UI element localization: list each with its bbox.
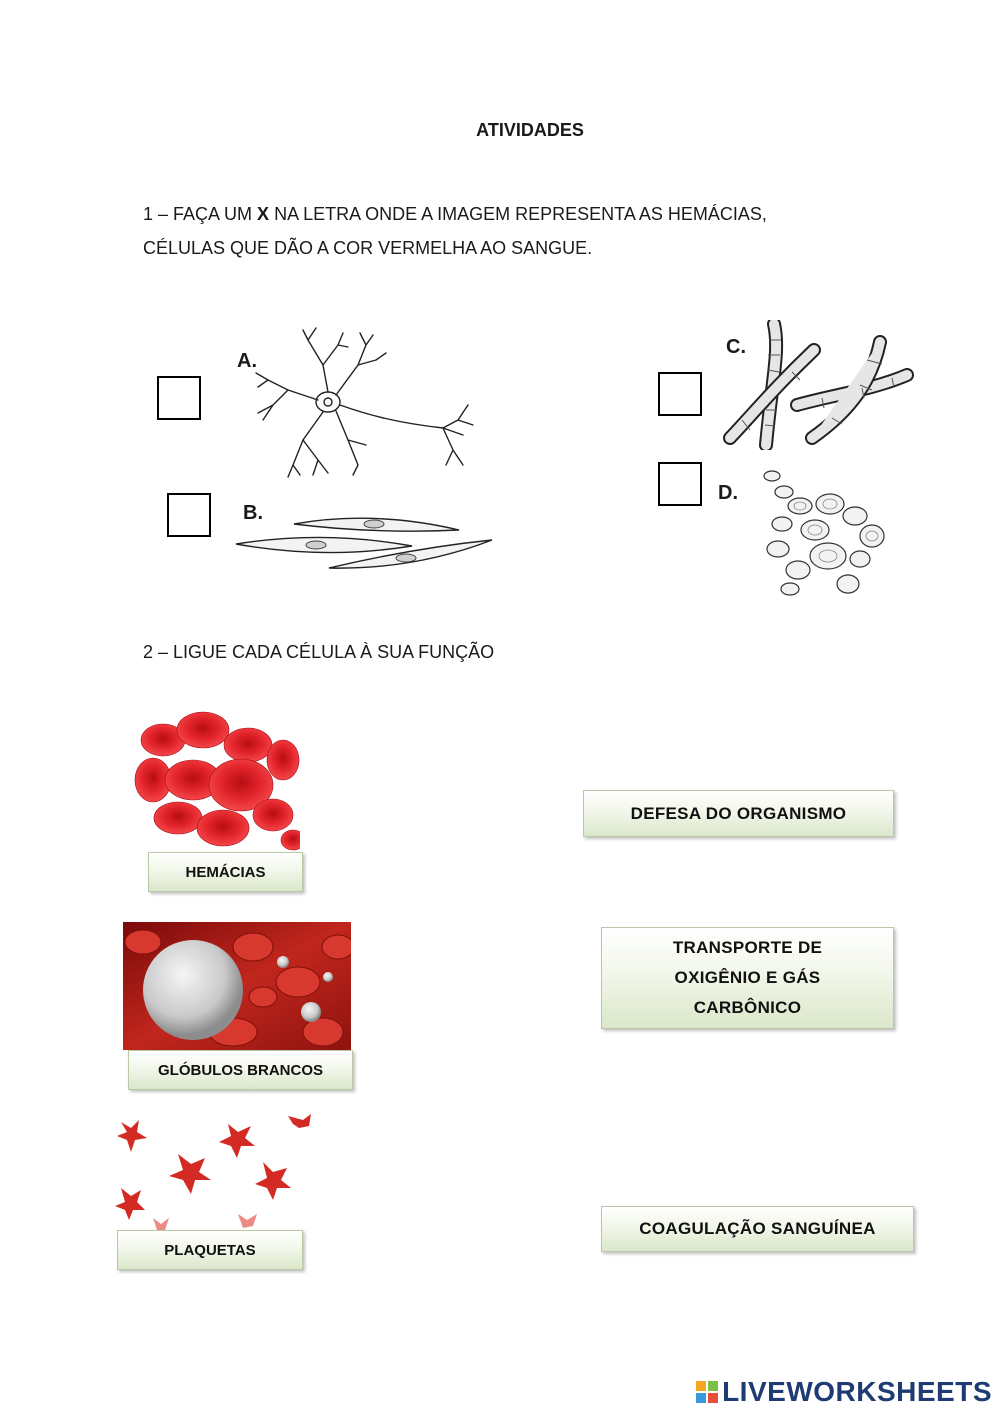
checkbox-d[interactable] [658, 462, 702, 506]
question-2: 2 – LIGUE CADA CÉLULA À SUA FUNÇÃO [143, 642, 495, 662]
checkbox-c[interactable] [658, 372, 702, 416]
option-a-letter: A. [237, 350, 257, 372]
function-defesa-do-organismo[interactable]: DEFESA DO ORGANISMO [583, 790, 894, 837]
question-1 [143, 197, 903, 265]
muscle-cells-illustration [234, 512, 496, 574]
question-1-emphasis: X [257, 204, 270, 224]
function-transporte-oxigenio[interactable]: TRANSPORTE DE OXIGÊNIO E GÁS CARBÔNICO [601, 927, 894, 1029]
cell-label-globulos-brancos[interactable]: GLÓBULOS BRANCOS [128, 1050, 353, 1090]
checkbox-a[interactable] [157, 376, 201, 420]
question-1-prefix: 1 – FAÇA UM [143, 204, 258, 224]
page-title: ATIVIDADES [476, 120, 584, 140]
red-blood-cells-illustration [760, 464, 890, 598]
cell-label-plaquetas[interactable]: PLAQUETAS [117, 1230, 303, 1270]
option-c-letter: C. [726, 336, 746, 358]
red-blood-cells-photo [133, 700, 300, 852]
checkbox-b[interactable] [167, 493, 211, 537]
chromosomes-illustration [722, 320, 914, 450]
neuron-illustration [248, 325, 483, 490]
platelets-photo [113, 1114, 313, 1232]
cell-label-hemacias[interactable]: HEMÁCIAS [148, 852, 303, 892]
question-1-line2: CÉLULAS QUE DÃO A COR VERMELHA AO SANGUE. [143, 238, 593, 258]
liveworksheets-logo-icon [696, 1381, 718, 1403]
question-1-rest: NA LETRA ONDE A IMAGEM REPRESENTA AS HEMÁCIAS, [269, 204, 767, 224]
liveworksheets-logo [696, 1376, 992, 1408]
liveworksheets-brand-text: LIVEWORKSHEETS [722, 1376, 992, 1407]
option-d-letter: D. [718, 482, 738, 504]
option-b-letter: B. [243, 502, 263, 524]
function-coagulacao-sanguinea[interactable]: COAGULAÇÃO SANGUÍNEA [601, 1206, 914, 1252]
white-blood-cells-photo [123, 922, 351, 1050]
